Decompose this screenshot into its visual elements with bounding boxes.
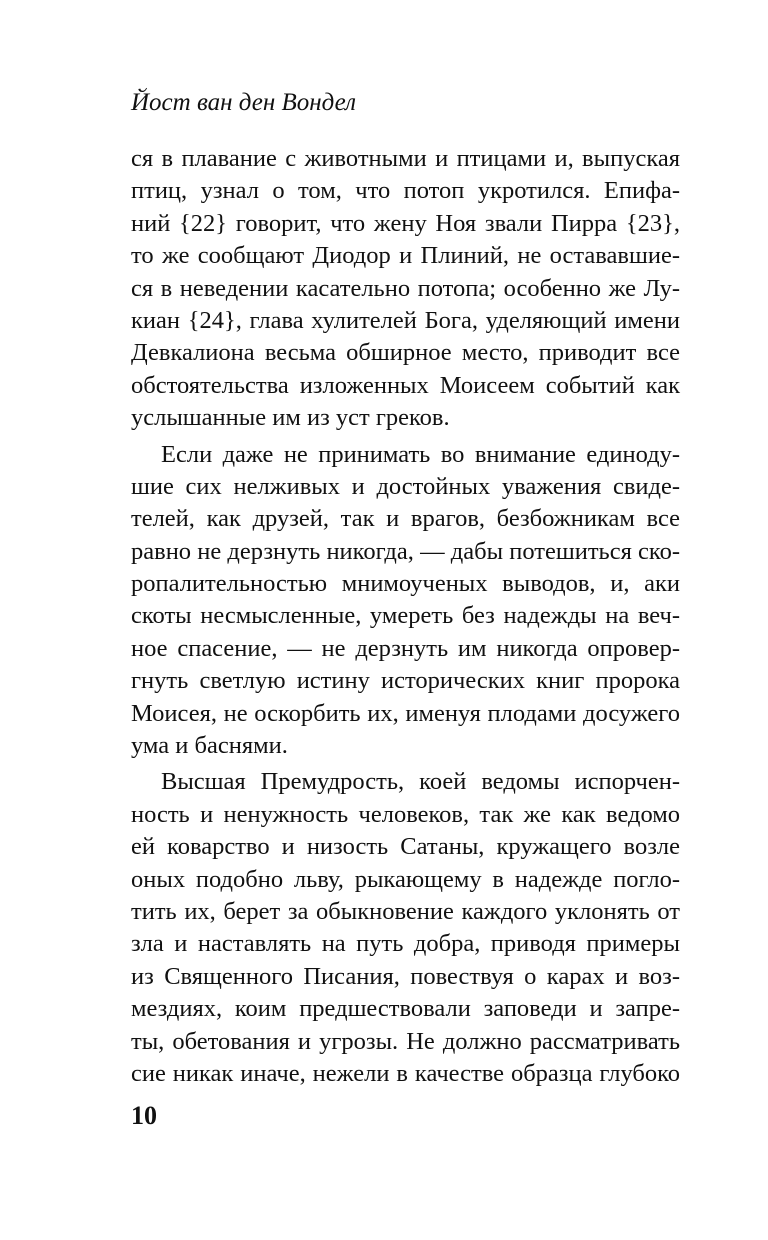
text-line: обстоятельства изложенных Моисеем событий как: [131, 371, 680, 399]
page-number: 10: [131, 1101, 157, 1130]
text-line: шие сих нелживых и достойных уважения свиде-: [131, 472, 680, 500]
text-line: то же сообщают Диодор и Плиний, не остававшие-: [131, 242, 680, 270]
text-line: тить их, берет за обыкновение каждого уклонять от: [131, 897, 680, 925]
text-line: скоты несмысленные, умереть без надежды на веч-: [131, 602, 680, 630]
text-line: Моисея, не оскорбить их, именуя плодами досужего: [131, 699, 680, 727]
text-line: Девкалиона весьма обширное место, приводит все: [131, 339, 680, 367]
paragraph-3: [131, 766, 680, 1090]
text-line: сие никак иначе, нежели в качестве образца глубоко: [131, 1059, 680, 1087]
text-line: киан {24}, глава хулителей Бога, уделяющий имени: [131, 306, 680, 334]
text-line: гнуть светлую истину исторических книг пророка: [131, 667, 680, 695]
body-text: [131, 143, 680, 1090]
text-line: ты, обетования и угрозы. Не должно рассматривать: [131, 1027, 680, 1055]
text-line: Высшая Премудрость, коей ведомы испорчен-: [161, 768, 680, 796]
text-line: ся в плавание с животными и птицами и, выпуская: [131, 145, 680, 172]
text-line: ся в неведении касательно потопа; особенно же Лу-: [131, 274, 680, 302]
paragraph-1: [131, 143, 680, 435]
text-line: ей коварство и низость Сатаны, кружащего возле: [131, 833, 680, 861]
text-line: телей, как друзей, так и врагов, безбожникам все: [131, 505, 680, 533]
text-line: ность и ненужность человеков, так же как ведомо: [131, 800, 680, 828]
text-line: мездиях, коим предшествовали заповеди и запре-: [131, 995, 680, 1023]
text-line: услышанные им из уст греков.: [131, 404, 450, 432]
running-title: Йост ван ден Вондел: [131, 89, 356, 116]
text-line: ропалительностью мнимоученых выводов, и, аки: [131, 570, 680, 598]
text-line: ума и баснями.: [131, 732, 288, 760]
text-line: птиц, узнал о том, что потоп укротился. Епифа-: [131, 177, 680, 205]
text-line: Если даже не принимать во внимание единоду-: [161, 440, 680, 468]
paragraph-2: [131, 439, 680, 763]
text-line: оных подобно льву, рыкающему в надежде погло-: [131, 865, 680, 893]
text-line: ний {22} говорит, что жену Ноя звали Пирра {23},: [131, 209, 680, 237]
text-line: равно не дерзнуть никогда, — дабы потешиться ско-: [131, 537, 680, 565]
text-line: ное спасение, — не дерзнуть им никогда опровер-: [131, 634, 680, 662]
text-line: из Священного Писания, повествуя о карах и воз-: [131, 962, 680, 990]
text-line: зла и наставлять на путь добра, приводя примеры: [131, 930, 680, 958]
